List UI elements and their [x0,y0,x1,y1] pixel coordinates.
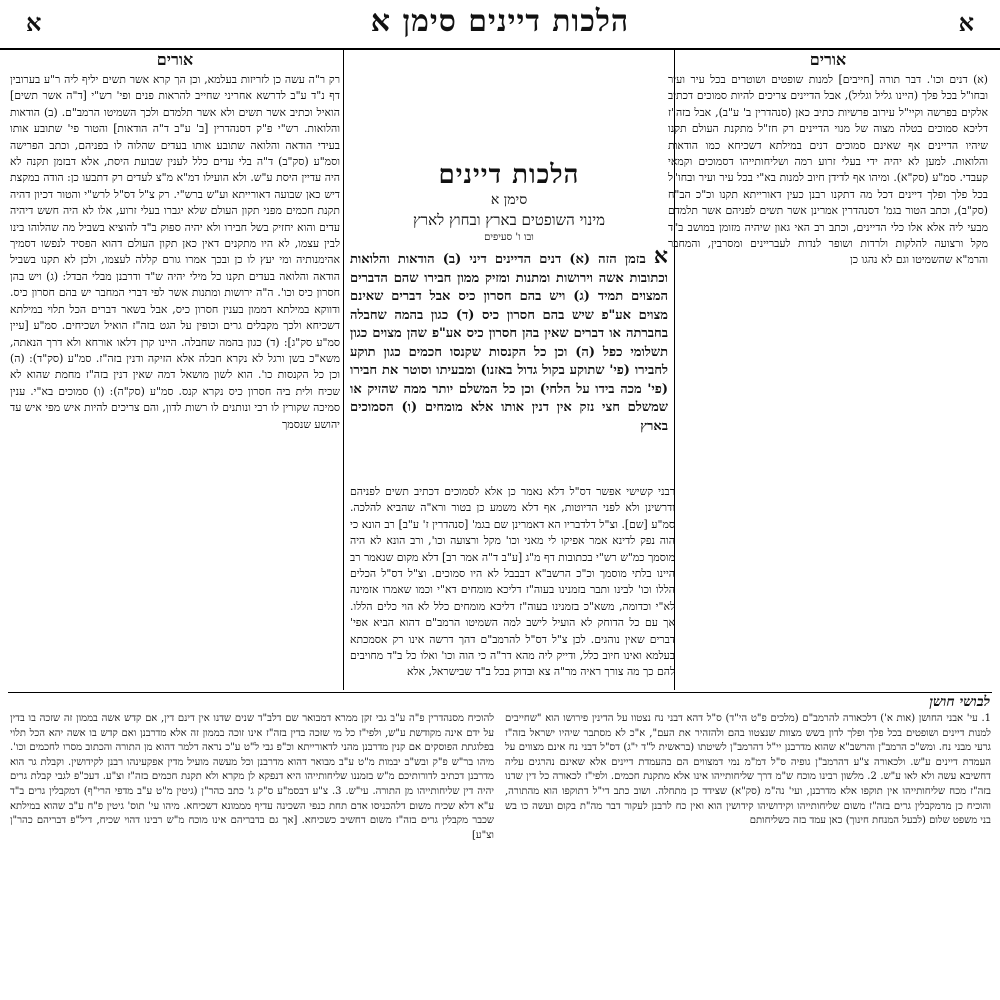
column-divider-left [343,50,344,690]
page-title: הלכות דיינים סימן א [370,4,630,39]
commentary-heading-left: אורים [156,50,194,69]
opening-letter: א [653,243,668,269]
footnotes-left-column [10,712,494,992]
main-body-text [350,243,668,436]
commentary-text-left: רק ר"ה עשה כן לזריזות בעלמא, וכן הך קרא אשר תשים יליף ליה ר"ע בערובין דף נ"ד ע"ב לדרשא אחריני שחייב להראות פנים ופי' רש"י [ד"ה אשר תשים] הואיל וכתיב אשר תשים ולא אשר תלמדם ולכך השמיטו הרמב"ם. (ב) הודאות והלואות. רש"י פ"ק דסנהדרין [ב' ע"ב ד"ה הודאות] והטור פי' שתובע אותו בעידי הודאה והלואה שתובע אותו בעדים שהלוה לו בפניהם, וכתב הפרישה וסמ"ע (סק"ב) ד"ה בלי עדים כלל לענין שבועת היסת, אלא דבזמן תקנה לא היה עדיין היסת ע"ש. ולא הועילו דמ"א מ"צ לעדים רק דתבעו כן: הודה במקצת דיש כאן שבועה דאורייתא וע"ש ברש"י. רק צ"ל דס"ל לרש"י והטור דכיון דהיה תקנת חכמים מפני תקון העולם שלא יגברו בעלי זרוע, אלו לא היה חשש דיהיה עדים והוא יחזיק בשל חבירו ולא יהיה ספוק ב"ד להוציא בשביל מה שהלוהו בינו לבין עצמו, לא היו מתקנים דאין כאן תקון העולם דהוא הפסיד לנפשו דסמיך אהימנותיה ומי יעץ לו כן ובכך אמרו גורם קללה לעצמו, ולכן לא תקנו בשביל הודאה והלואה בעדים תקנו כל מילי יהיה ש"ד ודרבנן מבלי הבדל: (ג) ויש בהן חסרון כיס וכו'. ה"ה ירושות ומתנות אשר לפי דברי המחבר יש בהם חסרון כיס. ודווקא במילתא דממון בענין חסרון כיס, אבל בשאר דברים הכל תלוי במילתא דשכיחא ולכך מקבלים גרים וכופין על הגט בזה"ז הואיל ושכיחים. סמ"ע [עיין סמ"ע סק"ג]: (ד) כגון בהמה שחבלה. היינו קרן דלאו אורחא ולא דרך הנאתה, משא"כ בשן ורגל לא נקרא חבלה אלא הזיקה ודנין בזה"ז. סמ"ע (סק"ד): (ה) וכן כל הקנסות כו'. הוא לשון מושאל דמה שאין דנין בזה"ז מחמת שהוא לא שכיח ולית ביה חסרון כיס נקרא קנס. סמ"ע (סק"ה): (ו) סמוכים בא"י. ענין סמיכה שקורין לו רבי ונותנים לו רשות לדון, והם צריכים להיות איש מפי איש עד יהושע שנסמך [10,73,340,431]
commentary-left-column [10,50,340,690]
commentary-text-right: (א) דנים וכו'. דבר תורה [חייבים] למנות שופטים ושוטרים בכל עיר ועיר ובחו"ל בכל פלך (היינו גליל וגליל), אבל הדיינים צריכים להיות סמוכים דכתיב אלקים בפרשה וקיי"ל עירוב פרשיות כתיב כאן (סנהדרין ב' ע"ב), אבל בזה"ז דליכא סמוכים בטלה מצוה של מנוי הדיינים רק חז"ל מתקנת העולם תקנו שיהיו הדיינים אף שאינם סמוכים דנים במילתא דשכיחא כמו הודאות והלואות. למען לא יהיה ידי בעלי זרוע רמה ושליחותייהו דסמוכים וקמאי קעבדי. סמ"ע (סק"א). ומיהו אף לדידן חיוב למנות בא"י בכל עיר ועיר ובחו"ל בכל פלך ופלך דיינים דכל מה דתקנו רבנן כעין דאורייתא תקנו וכ"כ הב"ח (סק"ב), וכתב הטור בגמ' דסנהדרין אמרינן אשר תשים לפניהם אשר תלמדם מבעי ליה אלא אלו כלי הדיינים, וכתב רב האי גאון שיהיה מזומן במושב ב"ד מקל ורצועה להלקות ולרדות ושופר לנדות לעבריינים ומסרבין, והמחבר והרמ"א שהשמיטו וגם לא נהגו כן [668,73,988,267]
siman-label: סימן א [490,192,528,208]
seifim-count: ובו ו' סעיפים [484,232,534,243]
running-header [0,0,1000,50]
section-title: הלכות דיינים [438,160,580,190]
footnotes-right-column [505,712,991,992]
page-number-right: א [958,8,974,37]
footnotes-text-left: להוכיח מסנהדרין פ"ה ע"ב גבי זקן ממרא דמבואר שם דלב"ד שנים שדנו אין דינם דין, אם קדש אשה בממון זה שזכה בו בדין על ידם אינה מקודשת ע"ש, ולפי"ז כל מי שזכה בדין בזה"ז אינו זוכה בממון זה אלא מדרבנן ואם קדש בו אשה יהא הכל תלוי בפלוגתת הפוסקים אם קנין מדרבנן מהני לדאורייתא וכ"פ גבי ל"ט ע"כ נראה דלמר דהוא מן התורה והכתוב מסרו לחכמים וכו'. מיהו בר"ש פ"ק ובש"ב יבמות מ"ט ע"ב מבואר דהוא מדרבנן וכל מעשה מועיל מדין אפקעינהו רבנן לקידושין. וקבלת גר הוא מדרבנן דכתיב לדורותיכם מ"ש בזמננו שליחותייהו היא דנפקא לן מקרא ולא תקנת חכמים בזה"ז וצ"ע. דעכ"פ לגבי קבלת גרים יהיה דין שליחותייהו מן התורה. עי"ש. 3. צ"ע דבסמ"ע ס"ק ג' כתב כהר"ן (גיטין מ"ט ע"ב מדפי הרי"ף) דמקבלין גרים ב"ד ע"א דלא שכיח משום דלהכניסו אדם תחת כנפי השכינה עדיף מממונא דשכיחא. מיהו עי' תוס' גיטין פ"ח ע"ב שהוא במילתא שכבר מקבלין גרים בזה"ז משום דחשיב כשכיחא. [אך גם בדבריהם אינו מוכח מ"ש רבינו דהוי שכיח, דיל"פ דבריהם כהר"ן וצ"ע] [10,713,494,841]
siman-subtitle: מינוי השופטים בארץ ובחוץ לארץ [412,211,606,229]
page-number-left: א [26,8,42,37]
footnote-separator [8,692,992,693]
main-text-block [350,150,668,480]
commentary-text-middle: רבני קשישי אפשר דס"ל דלא נאמר כן אלא לסמוכים דכתיב תשים לפניהם ודרשינן ולא לפני הדיוטות, אף דלא משמע כן בטור ורא"ה שהביא להלכה. סמ"ע [שם]. וצ"ל דלדבריו הא דאמרינן שם בגמ' [סנהדרין ז' ע"ב] רב הונא כי הוה נפק לדינא אמר אפיקו לי מאני וכו' מקל ורצועה וכו', ורב הונא לא היה מוסמך כמ"ש רש"י בכתובות דף מ"ג [ע"ב ד"ה אמר רב] דלא מקום שנאמר רב היינו בלתי מוסמך וכ"כ הרשב"א דבבבל לא היו סמוכים. וצ"ל דס"ל הכלים הללו וכו' לבינו ותבר בזמנינו בעוה"ז דליכא מומחים דא"י וכמו שאמרו אזמינה לא"י וכדומה, משא"כ בזמנינו בעוה"ז דליכא מומחים כלל לא הוי כלים הללו. אך עם כל הדוחק לא הועיל לישב למה השמיטו הרמב"ם דהוא הביא אפי' דברים שאין נוהגים. לכן צ"ל דס"ל להרמב"ם דהך דרשה אינו רק אסמכתא בעלמא ואינו חיוב כלל, ודייק ליה מהא דר"ה כי הוה וכו' ואלו כל ב"ד מחויבים להם כך מה צורך ראיה מר"ה צא ובדוק בכל ב"ד שבישראל, אלא [350,485,675,679]
footnotes-heading: לבושי חושן [929,694,990,710]
commentary-right-column [668,50,988,480]
footnotes-text-right: 1. עי' אבני החושן (אות א') דלכאורה להרמב"ם (מלכים פ"ט הי"ד) ס"ל דהא דבני נח נצטוו על הדינין פירושו הוא "שחייבים למנות דיינים ושופטים בכל פלך ופלך לדון בשש מצוות שנצטוו בהם ולהזהיר את העם", א"כ לא מסתבר שיהיו ישראל בזה"ז גרעי מבני נח. ומש"כ הרמב"ן והרשב"א שהוא מדרבנן יי"ל דהרמב"ן לשיטתו (בראשית ל"ד י"ג) דס"ל דבני נח אינם מצווים על העמדת דיינים ע"ש. ולכאורה צ"ע דהרמב"ן גופיה ס"ל דמ"מ נמי דמצווים הם בהעמדת דיינים אלא שאינם נהרגים עליה דחשיבא עשה ולא לאו ע"ש. 2. מלשון רבינו מוכח ש"מ דרך שליחותייהו אינו אלא מתקנת חכמים. ולפי"ז לכאורה כל דין שדנו בזה"ז מכח שליחותייהו אין תוקפו אלא מדרבנן, ועי' נה"מ (סק"א) שצידד כן מתחלה. ושוב כתב די"ל דתוקפו הוא מהתורה, והוכיח כן מדמקבלין גרים בזה"ז משום שליחותייהו וקידושיהו קידושין הוא ואין כח לרבנן לעקור דבר מה"ת בקום ועשה כו בש בני משפט שלום (לבעל המנחת חינוך) כאן עמד בזה כשליחותם [505,713,991,827]
main-paragraph: בזמן הזה (א) דנים הדיינים דיני (ב) הודאות והלואות וכתובות אשה וירושות ומתנות ומזיק ממון חבירו שהם הדברים המצוים תמיד (ג) ויש בהם חסרון כיס אבל דברים שאינם מצוים אע"פ שיש בהם חסרון כיס (ד) כגון בהמה שחבלה בחברתה או דברים שאין בהן חסרון כיס אע"פ שהן מצוים כגון תשלומי כפל (ה) וכן כל הקנסות שקנסו חכמים כגון תוקע לחבירו (פי' שתוקע בקול גדול באזנו) ומבעיתו וסוטר את חבירו (פי' מכה בידו על הלחי) וכן כל המשלם יותר ממה שהזיק או שמשלם חצי נזק אין דנין אותו אלא מומחים (ו) הסמוכים בארץ [350,252,668,434]
commentary-middle-continuation [350,484,675,690]
commentary-heading-right: אורים [809,50,847,69]
